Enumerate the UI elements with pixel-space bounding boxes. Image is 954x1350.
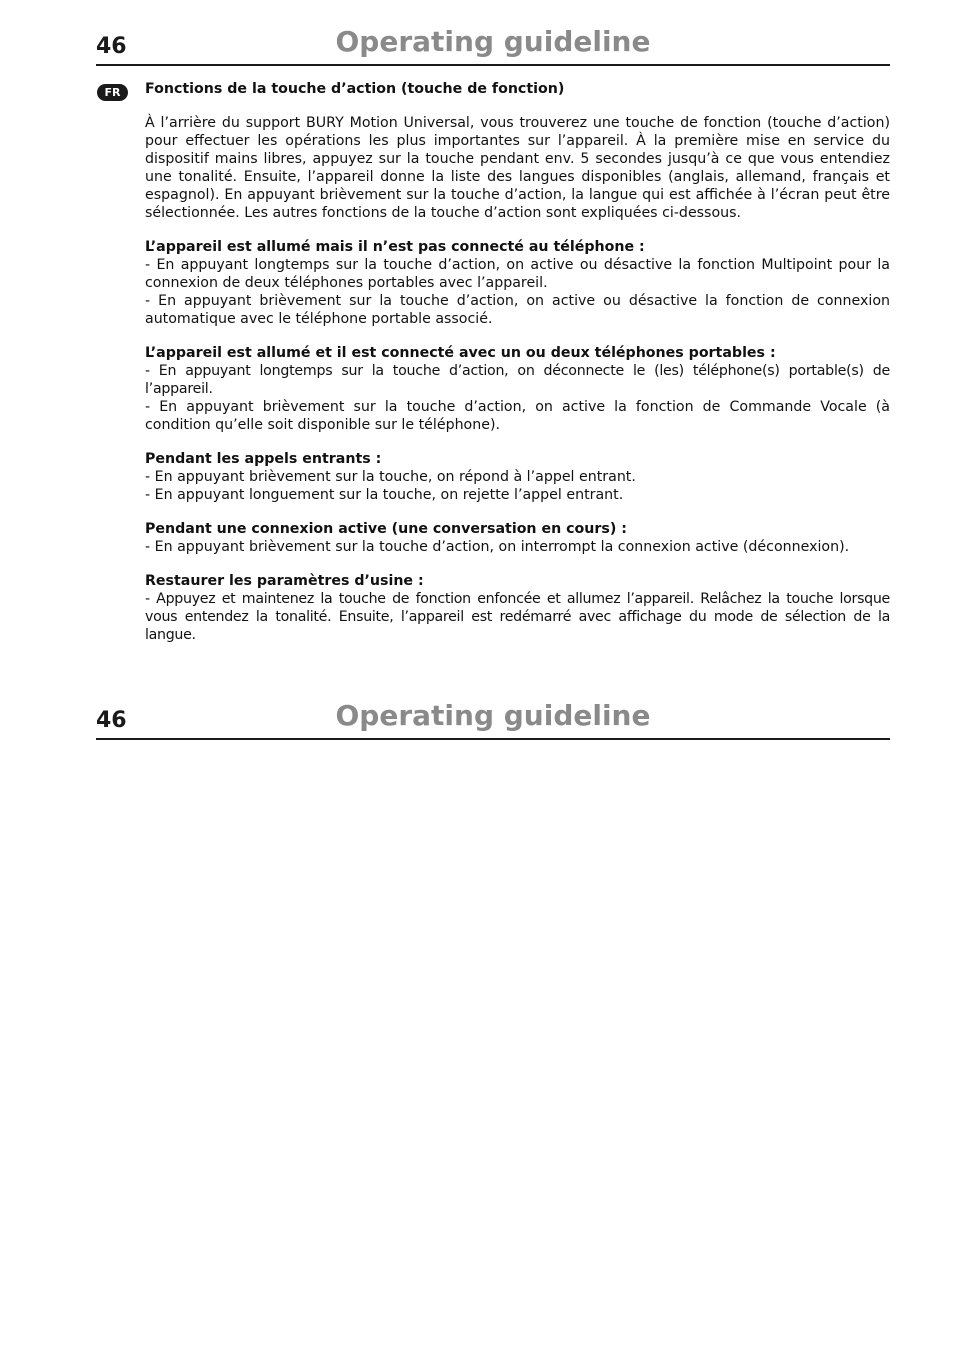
page-title: Operating guideline xyxy=(335,699,651,732)
section-connected xyxy=(145,344,890,434)
list-item: - En appuyant brièvement sur la touche d’action, on active la fonction de Commande Vocale (à condition qu’elle soit disponible sur le téléphone). xyxy=(145,399,890,433)
list-item: - En appuyant longtemps sur la touche d’action, on déconnecte le (les) téléphone(s) portable(s) de l’appareil. xyxy=(145,363,890,397)
section-not-connected xyxy=(145,238,890,328)
section-heading: L’appareil est allumé et il est connecté avec un ou deux téléphones portables : xyxy=(145,345,776,361)
list-item: - En appuyant brièvement sur la touche, on répond à l’appel entrant. xyxy=(145,469,636,485)
list-item: - Appuyez et maintenez la touche de fonction enfoncée et allumez l’appareil. Relâchez la touche lorsque vous entendez la tonalité. Ensuite, l’appareil est redémarré avec affichage du mode de sélection de la langue. xyxy=(145,591,890,643)
page-header-duplicate xyxy=(96,674,890,740)
list-item: - En appuyant brièvement sur la touche d’action, on active ou désactive la fonction de connexion automatique avec le téléphone portable associé. xyxy=(145,293,890,327)
section-heading: Restaurer les paramètres d’usine : xyxy=(145,573,424,589)
section-heading: Pendant les appels entrants : xyxy=(145,451,382,467)
language-badge: FR xyxy=(97,84,128,101)
section-heading: L’appareil est allumé mais il n’est pas connecté au téléphone : xyxy=(145,239,645,255)
section-heading: Pendant une connexion active (une conversation en cours) : xyxy=(145,521,627,537)
document-body xyxy=(145,80,890,644)
list-item: - En appuyant brièvement sur la touche d’action, on interrompt la connexion active (déconnexion). xyxy=(145,539,850,555)
page-number: 46 xyxy=(96,34,127,59)
section-factory-reset xyxy=(145,572,890,644)
section-title: Fonctions de la touche d’action (touche de fonction) xyxy=(145,81,565,97)
section-incoming-calls xyxy=(145,450,890,504)
list-item: - En appuyant longtemps sur la touche d’action, on active ou désactive la fonction Multipoint pour la connexion de deux téléphones portables avec l’appareil. xyxy=(145,257,890,291)
section-active-connection xyxy=(145,520,890,556)
intro-paragraph: À l’arrière du support BURY Motion Universal, vous trouverez une touche de fonction (touche d’action) pour effectuer les opérations les plus importantes sur l’appareil. À la première mise en service du dispositif mains libres, appuyez sur la touche pendant env. 5 secondes jusqu’à ce que vous entendiez une tonalité. Ensuite, l’appareil donne la liste des langues disponibles (anglais, allemand, français et espagnol). En appuyant brièvement sur la touche d’action, la langue qui est affichée à l’écran peut être sélectionnée. Les autres fonctions de la touche d’action sont expliquées ci-dessous. xyxy=(145,115,890,221)
page-title: Operating guideline xyxy=(335,25,651,58)
list-item: - En appuyant longuement sur la touche, on rejette l’appel entrant. xyxy=(145,487,624,503)
page-header xyxy=(96,0,890,66)
page-number: 46 xyxy=(96,708,127,733)
